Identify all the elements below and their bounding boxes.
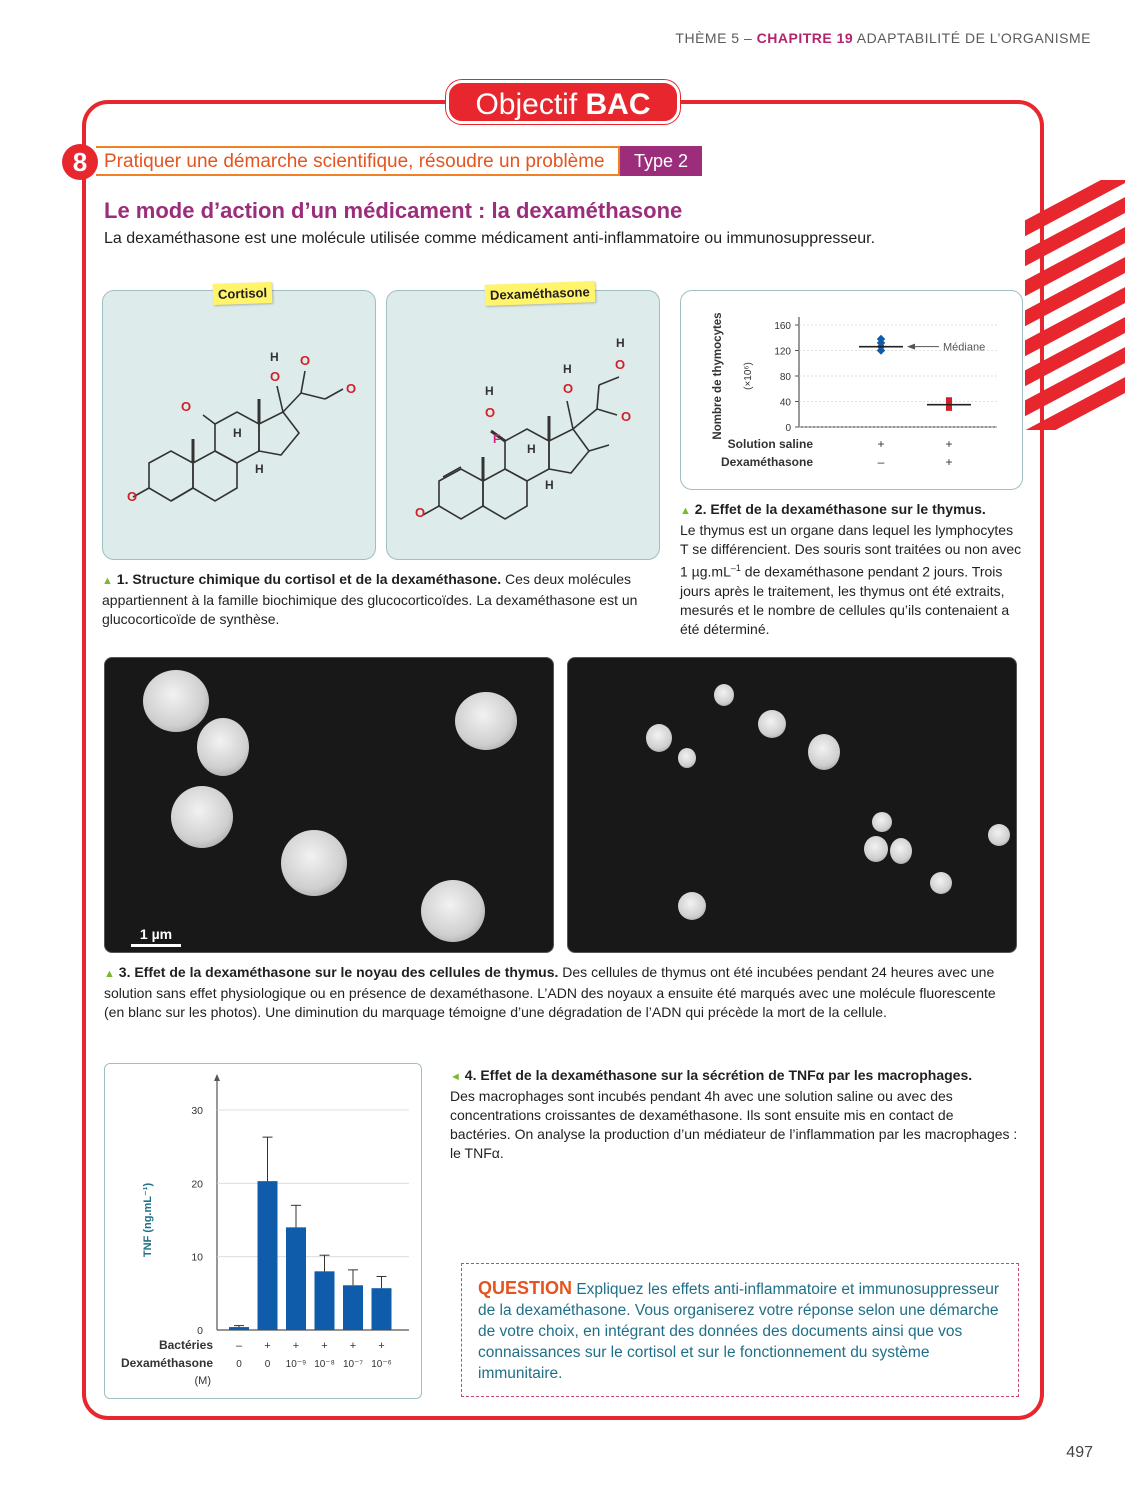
dexa-sign: –: [877, 455, 885, 469]
doc3-caption-text: Des cellules de thymus ont été incubées pendant 24 heures avec une solution sans effet physiologique ou en présence de dexaméthasone. L’ADN des noyaux a ensuite été marqués avec une molécule fluorescente (en blanc sur les photos). Une diminution du marquage témoigne d’une dégradation de l’ADN qui précède la mort de la cellule.: [104, 964, 996, 1020]
tnf-chart-panel: [104, 1063, 422, 1399]
doc2-caption-text: Le thymus est un organe dans lequel les lymphocytes T se différencient. Des souris sont traitées ou non avec 1 µg.mL: [680, 522, 1022, 580]
bacteria-sign: –: [235, 1340, 243, 1352]
y-axis-arrowhead: [214, 1074, 220, 1081]
thymus-chart-panel: [680, 290, 1023, 490]
doc2-caption-title: 2. Effet de la dexaméthasone sur le thymus.: [694, 501, 986, 517]
photo-control: [104, 657, 554, 953]
median-annotation: Médiane: [943, 341, 986, 354]
cell-nucleus: [171, 786, 233, 848]
cell-nucleus: [646, 724, 672, 752]
atom-o: O: [621, 409, 632, 424]
atom-o: O: [181, 399, 192, 414]
atom-o: O: [300, 353, 311, 368]
cell-nucleus: [678, 748, 696, 768]
running-head-chapter: CHAPITRE 19: [756, 30, 854, 46]
atom-o: O: [615, 357, 626, 372]
page-number: 497: [1066, 1444, 1093, 1461]
thymus-chart: [681, 291, 1024, 491]
running-head: [675, 30, 1091, 46]
cell-nucleus: [281, 830, 347, 896]
atom-h: H: [233, 426, 242, 440]
bar: [229, 1327, 249, 1330]
data-point: [946, 405, 952, 411]
y-tick-label: 80: [779, 372, 791, 383]
atom-o: O: [485, 405, 496, 420]
exercise-number: 8: [62, 144, 98, 180]
cell-nucleus: [421, 880, 485, 942]
bacteria-sign: +: [378, 1340, 385, 1352]
doc3-caption-title: 3. Effet de la dexaméthasone sur le noyau des cellules de thymus.: [118, 964, 559, 980]
running-head-title: ADAPTABILITÉ DE L’ORGANISME: [853, 30, 1091, 46]
dexa-sign: +: [945, 455, 953, 469]
exercise-type: Type 2: [620, 146, 702, 176]
saline-sign: +: [945, 437, 953, 451]
y-axis-label: Nombre de thymocytes: [712, 312, 724, 440]
running-head-theme: THÈME 5 –: [675, 30, 757, 46]
atom-h: H: [485, 384, 494, 398]
y-tick-label: 40: [779, 397, 791, 409]
badge-bold: BAC: [585, 88, 651, 121]
tnf-chart: [105, 1064, 423, 1400]
y-tick-label: 160: [774, 321, 791, 332]
cortisol-panel: [102, 285, 376, 560]
cell-nucleus: [988, 824, 1010, 846]
row-label-dexa: Dexaméthasone: [120, 1356, 213, 1370]
bar: [372, 1288, 392, 1330]
dexa-concentration: 10⁻⁷: [342, 1359, 364, 1370]
doc2-caption: ▲ 2. Effet de la dexaméthasone sur le thymus. Le thymus est un organe dans lequel les lymphocytes T se différencient. Des souris sont traitées ou non avec 1 $\mu g.mL^{-1}$ de dexaméthasone pendant 2 jours. Trois jours après le traitement, les thymus ont été extraits, mesurés et le nombre de cellules qu’ils contenaient a été déterminé.: [680, 501, 1022, 637]
row-label-unit: (M): [194, 1375, 211, 1387]
doc1-caption: ▲ 1. Structure chimique du cortisol et de la dexaméthasone. Ces deux molécules appartiennent à la famille biochimique des glucocorticoïdes. La dexaméthasone est un glucocorticoïde de synthèse.: [102, 571, 638, 627]
doc3-caption: ▲ 3. Effet de la dexaméthasone sur le noyau des cellules de thymus. Des cellules de thymus ont été incubées pendant 24 heures avec une solution sans effet physiologique ou en présence de dexaméthasone. L’ADN des noyaux a ensuite été marqués avec une molécule fluorescente (en blanc sur les photos). Une diminution du marquage témoigne d’une dégradation de l’ADN qui précède la mort de la cellule.: [104, 964, 996, 1020]
row-label-saline: Solution saline: [727, 437, 813, 451]
y-axis-label: TNF (ng.mL⁻¹): [142, 1182, 154, 1258]
doc2-caption-text2: de dexaméthasone pendant 2 jours. Trois jours après le traitement, les thymus ont été extraits, mesurés et le nombre de cellules qu’ils contenaient a été déterminé.: [680, 563, 1010, 637]
doc4-caption: ◄ 4. Effet de la dexaméthasone sur la sécrétion de TNFα par les macrophages. Des macrophages sont incubés pendant 4h avec une solution saline ou avec des concentrations croissantes de dexaméthasone. Ils sont ensuite mis en contact de bactéries. On analyse la production d’un médiateur de l’inflammation par les macrophages : le TNFα.: [450, 1067, 1018, 1161]
cell-nucleus: [197, 718, 249, 776]
atom-o: O: [346, 381, 357, 396]
dexa-concentration: 0: [264, 1359, 271, 1370]
badge-prefix: Objectif: [475, 88, 586, 121]
y-tick-label: 20: [191, 1178, 203, 1191]
doc1-caption-title: 1. Structure chimique du cortisol et de la dexaméthasone.: [116, 571, 502, 587]
dexa-concentration: 0: [236, 1359, 242, 1370]
atom-o: O: [563, 381, 574, 396]
cell-nucleus: [678, 892, 706, 920]
saline-sign: +: [877, 437, 885, 451]
atom-h: H: [527, 442, 536, 456]
dexamethasone-structure: [387, 291, 661, 561]
cell-nucleus: [808, 734, 840, 770]
atom-h: H: [255, 462, 264, 476]
atom-h: H: [563, 362, 572, 376]
y-tick-label: 30: [191, 1105, 203, 1117]
row-label-bacteria: Bactéries: [158, 1338, 213, 1352]
main-title: Le mode d’action d’un médicament : la dexaméthasone: [104, 198, 683, 223]
atom-h: H: [616, 336, 625, 350]
question-box: [461, 1263, 1019, 1397]
doc4-caption-title: 4. Effet de la dexaméthasone sur la sécrétion de TNFα par les macrophages.: [464, 1067, 973, 1083]
y-tick-label: 0: [785, 423, 791, 434]
bar: [258, 1181, 278, 1330]
cell-nucleus: [455, 692, 517, 750]
doc4-caption-text: Des macrophages sont incubés pendant 4h avec une solution saline ou avec des concentrations croissantes de dexaméthasone. Ils sont ensuite mis en contact de bactéries. On analyse la production d’un médiateur de l’inflammation par les macrophages : le TNFα.: [450, 1088, 1018, 1161]
intro-text: La dexaméthasone est une molécule utilisée comme médicament anti-inflammatoire ou immunosuppresseur.: [104, 230, 876, 247]
dexamethasone-tag: Dexaméthasone: [485, 281, 595, 306]
atom-h: H: [270, 350, 279, 364]
doc1-caption-text: Ces deux molécules appartiennent à la famille biochimique des glucocorticoïdes. La dexaméthasone est un glucocorticoïde de synthèse.: [102, 571, 638, 627]
scale-bar: [131, 926, 181, 947]
atom-h: H: [545, 478, 554, 492]
objectif-bac-badge: [446, 80, 680, 124]
cortisol-tag: Cortisol: [213, 282, 273, 305]
row-label-dexa: Dexaméthasone: [720, 455, 813, 469]
annotation-arrowhead: [907, 344, 915, 350]
cell-nucleus: [872, 812, 892, 832]
cell-nucleus: [930, 872, 952, 894]
bacteria-sign: +: [349, 1340, 357, 1352]
scale-label: 1 µm: [139, 926, 173, 942]
atom-f: F: [493, 432, 501, 446]
question-label: QUESTION: [478, 1278, 573, 1298]
dexa-concentration: 10⁻⁹: [285, 1359, 307, 1370]
atom-o: O: [270, 369, 281, 384]
cell-nucleus: [890, 838, 912, 864]
bacteria-sign: +: [264, 1340, 271, 1352]
dexa-concentration: 10⁻⁶: [371, 1359, 392, 1370]
y-tick-label: 120: [774, 346, 791, 358]
atom-o: O: [127, 489, 138, 504]
bacteria-sign: +: [292, 1340, 300, 1352]
cell-nucleus: [758, 710, 786, 738]
y-axis-unit: (×10⁶): [743, 362, 754, 390]
cortisol-structure: [103, 291, 377, 561]
y-tick-label: 10: [191, 1251, 203, 1264]
photo-dexamethasone: [567, 657, 1017, 953]
doc2-caption-sup: –1: [730, 563, 741, 573]
bar: [315, 1271, 335, 1330]
atom-o: O: [415, 505, 426, 520]
question-text: Expliquez les effets anti-inflammatoire et immunosuppresseur de la dexaméthasone. Vous organiserez votre réponse selon une démarche de votre choix, en intégrant des données des documents ainsi que vos connaissances sur le cortisol et sur le fonctionnement du système immunitaire.: [478, 1281, 1000, 1382]
cell-nucleus: [714, 684, 734, 706]
cell-nucleus: [864, 836, 888, 862]
bar: [286, 1227, 306, 1330]
dexa-concentration: 10⁻⁸: [314, 1359, 335, 1370]
dexamethasone-panel: [386, 284, 660, 560]
bacteria-sign: +: [321, 1340, 328, 1352]
y-tick-label: 0: [197, 1325, 203, 1337]
exercise-title: Pratiquer une démarche scientifique, résoudre un problème: [96, 146, 620, 176]
bar: [343, 1285, 363, 1330]
cell-nucleus: [143, 670, 209, 732]
